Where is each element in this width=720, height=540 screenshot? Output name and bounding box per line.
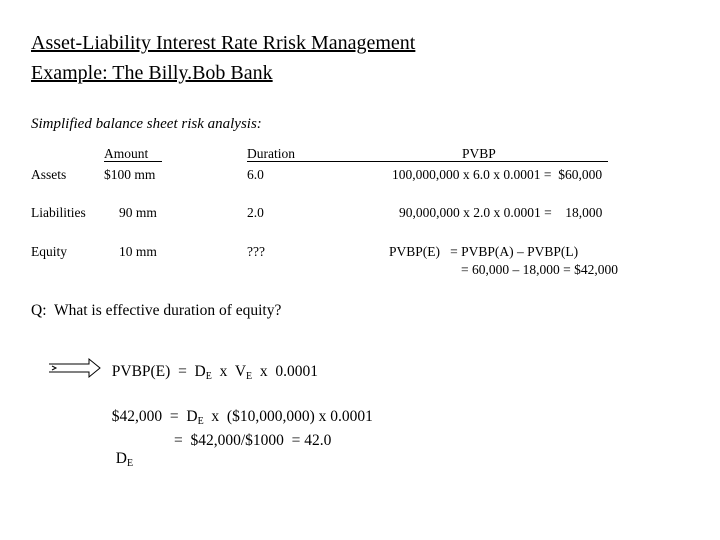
formula-1-mid: x V — [211, 363, 247, 380]
header-amount-underline — [104, 161, 162, 162]
formula-2-sub-1: E — [197, 416, 204, 427]
row-liabilities-label: Liabilities — [31, 205, 86, 220]
header-right-underline — [247, 161, 608, 162]
row-liabilities-amount: 90 mm — [119, 205, 157, 220]
formula-2-rhs: x ($10,000,000) x 0.0001 — [203, 408, 373, 425]
row-assets-duration: 6.0 — [247, 167, 264, 182]
title-line-1: Asset-Liability Interest Rate Rrisk Management — [31, 32, 416, 54]
header-amount: Amount — [104, 146, 149, 161]
row-equity-duration: ??? — [247, 244, 265, 259]
row-equity-amount: 10 mm — [119, 244, 157, 259]
row-equity-pvbp-line2: = 60,000 – 18,000 = $42,000 — [461, 262, 618, 277]
row-assets-pvbp: 100,000,000 x 6.0 x 0.0001 = $60,000 — [392, 167, 603, 182]
formula-1-sub-1: E — [205, 371, 212, 382]
header-duration: Duration — [247, 146, 295, 161]
formula-1-sub-2: E — [246, 371, 253, 382]
formula-dollar-equity — [104, 390, 373, 427]
right-arrow-icon — [49, 357, 101, 379]
subtitle: Simplified balance sheet risk analysis: — [31, 116, 262, 132]
formula-pvbp-equity — [104, 345, 318, 382]
row-assets-label: Assets — [31, 167, 67, 182]
question: Q: What is effective duration of equity? — [31, 302, 282, 319]
formula-1-lhs: PVBP(E) = D — [111, 363, 206, 380]
row-assets-amount: $100 mm — [104, 167, 156, 182]
row-equity-pvbp: PVBP(E) = PVBP(A) – PVBP(L) — [389, 244, 579, 259]
formula-3-lhs: D — [115, 450, 127, 467]
row-liabilities-pvbp: 90,000,000 x 2.0 x 0.0001 = 18,000 — [399, 205, 603, 220]
header-pvbp: PVBP — [462, 146, 496, 161]
formula-3-rhs: = $42,000/$1000 = 42.0 — [174, 432, 332, 449]
formula-3-sub-1: E — [126, 458, 134, 469]
title-line-2: Example: The Billy.Bob Bank — [31, 62, 273, 84]
formula-duration-result — [108, 432, 133, 469]
row-equity-label: Equity — [31, 244, 67, 259]
row-liabilities-duration: 2.0 — [247, 205, 264, 220]
formula-1-rhs: x 0.0001 — [252, 363, 319, 380]
formula-2-lhs: $42,000 = D — [111, 408, 198, 425]
